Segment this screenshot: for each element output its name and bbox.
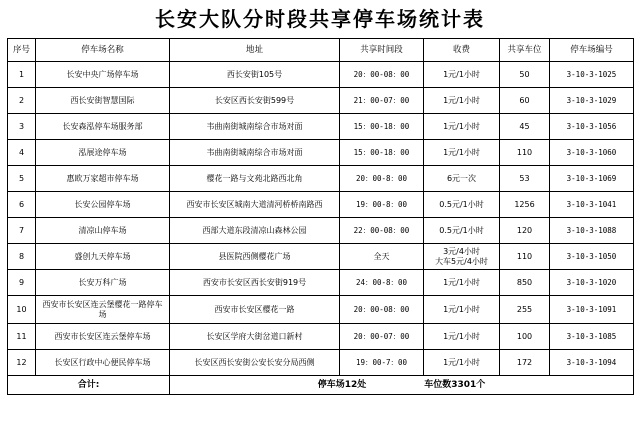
cell-spaces: 850 xyxy=(500,270,550,296)
cell-no: 10 xyxy=(8,296,36,324)
cell-name: 长安万科广场 xyxy=(36,270,170,296)
col-header-name: 停车场名称 xyxy=(36,39,170,62)
cell-name: 泓展途停车场 xyxy=(36,140,170,166)
cell-time: 20：00-08：00 xyxy=(340,296,424,324)
cell-name: 盛创九天停车场 xyxy=(36,244,170,270)
parking-table xyxy=(7,38,634,395)
cell-name: 惠欧万家超市停车场 xyxy=(36,166,170,192)
cell-address: 西长安街105号 xyxy=(170,62,340,88)
cell-no: 1 xyxy=(8,62,36,88)
cell-time: 22：00-08：00 xyxy=(340,218,424,244)
table-row xyxy=(8,324,634,350)
table-row xyxy=(8,350,634,376)
cell-address: 韦曲南街城南综合市场对面 xyxy=(170,140,340,166)
cell-time: 19：00-8：00 xyxy=(340,192,424,218)
cell-code: 3-10-3-1094 xyxy=(550,350,634,376)
cell-time: 20：00-8：00 xyxy=(340,166,424,192)
cell-fee: 1元/1小时 xyxy=(424,140,500,166)
cell-code: 3-10-3-1069 xyxy=(550,166,634,192)
cell-no: 12 xyxy=(8,350,36,376)
cell-name: 长安区行政中心便民停车场 xyxy=(36,350,170,376)
cell-no: 8 xyxy=(8,244,36,270)
cell-no: 11 xyxy=(8,324,36,350)
cell-spaces: 110 xyxy=(500,140,550,166)
cell-spaces: 110 xyxy=(500,244,550,270)
cell-code: 3-10-3-1050 xyxy=(550,244,634,270)
cell-time: 21：00-07：00 xyxy=(340,88,424,114)
cell-no: 7 xyxy=(8,218,36,244)
cell-time: 20：00-08：00 xyxy=(340,62,424,88)
cell-address: 西安市长安区城南大道清河桥桥南路西 xyxy=(170,192,340,218)
cell-time: 20：00-07：00 xyxy=(340,324,424,350)
table-row xyxy=(8,244,634,270)
cell-fee: 6元一次 xyxy=(424,166,500,192)
cell-name: 长安中央广场停车场 xyxy=(36,62,170,88)
cell-code: 3-10-3-1085 xyxy=(550,324,634,350)
header-row xyxy=(8,39,634,62)
cell-no: 9 xyxy=(8,270,36,296)
cell-name: 清凉山停车场 xyxy=(36,218,170,244)
cell-address: 县医院西侧樱花广场 xyxy=(170,244,340,270)
cell-spaces: 100 xyxy=(500,324,550,350)
total-label: 合计: xyxy=(8,376,170,395)
cell-fee: 0.5元/1小时 xyxy=(424,218,500,244)
table-row xyxy=(8,62,634,88)
cell-no: 2 xyxy=(8,88,36,114)
cell-name: 长安森泓停车场服务部 xyxy=(36,114,170,140)
cell-fee: 1元/1小时 xyxy=(424,62,500,88)
cell-code: 3-10-3-1056 xyxy=(550,114,634,140)
cell-spaces: 60 xyxy=(500,88,550,114)
cell-spaces: 120 xyxy=(500,218,550,244)
table-row xyxy=(8,296,634,324)
cell-spaces: 172 xyxy=(500,350,550,376)
cell-address: 樱花一路与文苑北路西北角 xyxy=(170,166,340,192)
col-header-code: 停车场编号 xyxy=(550,39,634,62)
cell-fee: 1元/1小时 xyxy=(424,296,500,324)
col-header-spaces: 共享车位 xyxy=(500,39,550,62)
cell-code: 3-10-3-1088 xyxy=(550,218,634,244)
cell-name: 西长安街智慧国际 xyxy=(36,88,170,114)
table-row xyxy=(8,114,634,140)
cell-fee: 1元/1小时 xyxy=(424,350,500,376)
table-row xyxy=(8,88,634,114)
cell-no: 5 xyxy=(8,166,36,192)
cell-address: 西部大道东段清凉山森林公园 xyxy=(170,218,340,244)
name-line-1: 西安市长安区连云堡樱花一路停车 xyxy=(42,299,163,309)
cell-address: 长安区学府大街岔道口新村 xyxy=(170,324,340,350)
fee-line-1: 3元/4小时 xyxy=(443,246,480,256)
cell-no: 6 xyxy=(8,192,36,218)
cell-fee: 0.5元/1小时 xyxy=(424,192,500,218)
cell-spaces: 53 xyxy=(500,166,550,192)
cell-fee xyxy=(424,244,500,270)
cell-code: 3-10-3-1020 xyxy=(550,270,634,296)
cell-time: 15：00-18：00 xyxy=(340,114,424,140)
cell-time: 24：00-8：00 xyxy=(340,270,424,296)
cell-code: 3-10-3-1025 xyxy=(550,62,634,88)
cell-fee: 1元/1小时 xyxy=(424,88,500,114)
cell-spaces: 255 xyxy=(500,296,550,324)
col-header-address: 地址 xyxy=(170,39,340,62)
cell-fee: 1元/1小时 xyxy=(424,114,500,140)
cell-code: 3-10-3-1041 xyxy=(550,192,634,218)
cell-address: 西安市长安区樱花一路 xyxy=(170,296,340,324)
cell-spaces: 50 xyxy=(500,62,550,88)
cell-spaces: 45 xyxy=(500,114,550,140)
cell-fee: 1元/1小时 xyxy=(424,324,500,350)
table-row xyxy=(8,270,634,296)
col-header-no: 序号 xyxy=(8,39,36,62)
cell-address: 西安市长安区西长安街919号 xyxy=(170,270,340,296)
cell-code: 3-10-3-1060 xyxy=(550,140,634,166)
cell-time: 全天 xyxy=(340,244,424,270)
fee-line-2: 大车5元/4小时 xyxy=(435,256,488,266)
cell-time: 15：00-18：00 xyxy=(340,140,424,166)
table-row xyxy=(8,218,634,244)
total-lots: 停车场12处 xyxy=(317,380,367,390)
cell-address: 韦曲南街城南综合市场对面 xyxy=(170,114,340,140)
cell-address: 长安区西长安街599号 xyxy=(170,88,340,114)
cell-no: 4 xyxy=(8,140,36,166)
cell-no: 3 xyxy=(8,114,36,140)
cell-name: 西安市长安区连云堡停车场 xyxy=(36,324,170,350)
page-title: 长安大队分时段共享停车场统计表 xyxy=(155,7,485,31)
cell-code: 3-10-3-1029 xyxy=(550,88,634,114)
cell-address: 长安区西长安街公安长安分局西侧 xyxy=(170,350,340,376)
col-header-fee: 收费 xyxy=(424,39,500,62)
cell-name xyxy=(36,296,170,324)
total-spaces: 车位数3301个 xyxy=(424,380,486,390)
cell-spaces: 1256 xyxy=(500,192,550,218)
total-row xyxy=(8,376,634,395)
cell-time: 19：00-7：00 xyxy=(340,350,424,376)
col-header-time: 共享时间段 xyxy=(340,39,424,62)
cell-code: 3-10-3-1091 xyxy=(550,296,634,324)
total-summary xyxy=(170,376,634,395)
table-row xyxy=(8,140,634,166)
table-row xyxy=(8,166,634,192)
name-line-2: 场 xyxy=(98,309,107,319)
cell-name: 长安公园停车场 xyxy=(36,192,170,218)
table-row xyxy=(8,192,634,218)
cell-fee: 1元/1小时 xyxy=(424,270,500,296)
